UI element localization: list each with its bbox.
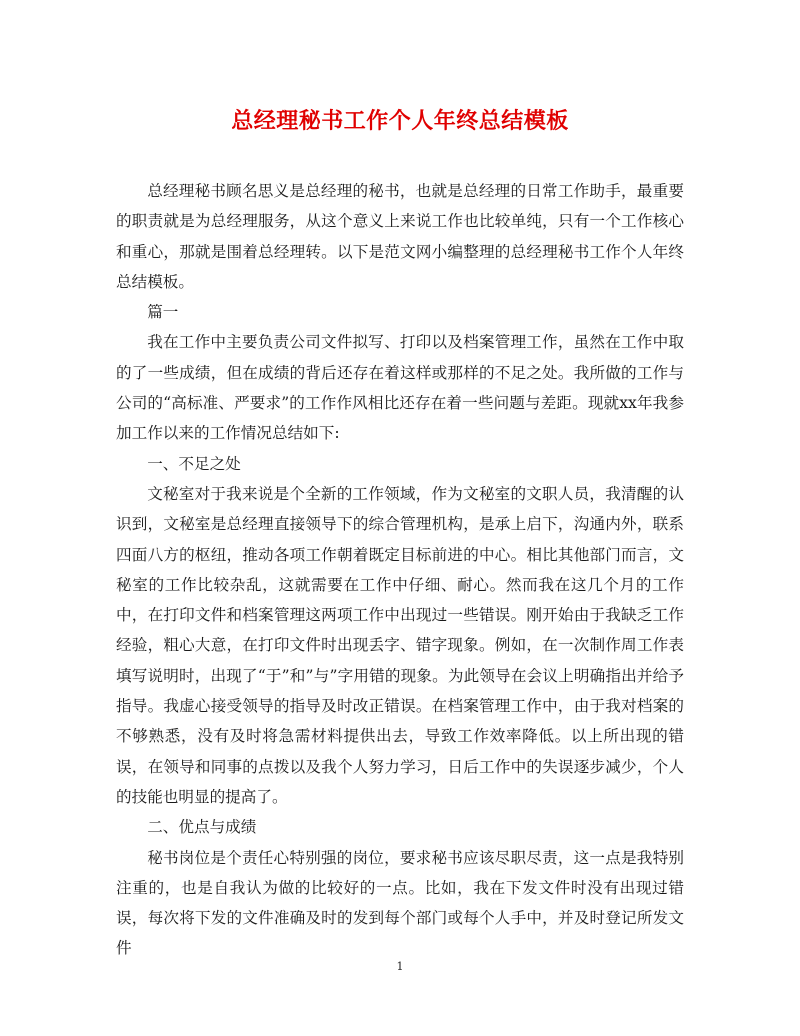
body-paragraph: 我在工作中主要负责公司文件拟写、打印以及档案管理工作，虽然在工作中取的了一些成绩，但在成绩的背后还存在着这样或那样的不足之处。我所做的工作与公司的“高标准、严要求”的工作作风相比还存在着一些问题与差距。现就xx年我参加工作以来的工作情况总结如下: [116, 333, 684, 443]
body-paragraph: 文秘室对于我来说是个全新的工作领域，作为文秘室的文职人员，我清醒的认识到，文秘室是总经理直接领导下的综合管理机构，是承上启下，沟通内外，联系四面八方的枢纽，推动各项工作朝着既定目标前进的中心。相比其他部门而言，文秘室的工作比较杂乱，这就需要在工作中仔细、耐心。然而我在这几个月的工作中，在打印文件和档案管理这两项工作中出现过一些错误。刚开始由于我缺乏工作经验，粗心大意，在打印文件时出现丢字、错字现象。例如，在一次制作周工作表填写说明时，出现了“于”和”与”字用错的现象。为此领导在会议上明确指出并给予指导。我虚心接受领导的指导及时改正错误。在档案管理工作中，由于我对档案的不够熟悉，没有及时将急需材料提供出去，导致工作效率降低。以上所出现的错误，在领导和同事的点拨以及我个人努力学习，日后工作中的失误逐步减少，个人的技能也明显的提高了。 [116, 484, 684, 806]
section-heading-part-one: 篇一 [147, 303, 179, 322]
section-heading-strengths: 二、优点与成绩 [147, 818, 257, 837]
page-number: 1 [396, 960, 404, 973]
document-body [116, 176, 684, 964]
body-paragraph: 秘书岗位是个责任心特别强的岗位，要求秘书应该尽职尽责，这一点是我特别注重的，也是自我认为做的比较好的一点。比如，我在下发文件时没有出现过错误，每次将下发的文件准确及时的发到每个部门或每个人手中，并及时登记所发文件 [116, 848, 684, 958]
document-title: 总经理秘书工作个人年终总结模板 [231, 108, 569, 134]
intro-paragraph: 总经理秘书顾名思义是总经理的秘书，也就是总经理的日常工作助手，最重要的职责就是为总经理服务，从这个意义上来说工作也比较单纯，只有一个工作核心和重心，那就是围着总经理转。以下是范文网小编整理的总经理秘书工作个人年终总结模板。 [116, 182, 684, 291]
section-heading-shortcomings: 一、不足之处 [147, 454, 241, 473]
